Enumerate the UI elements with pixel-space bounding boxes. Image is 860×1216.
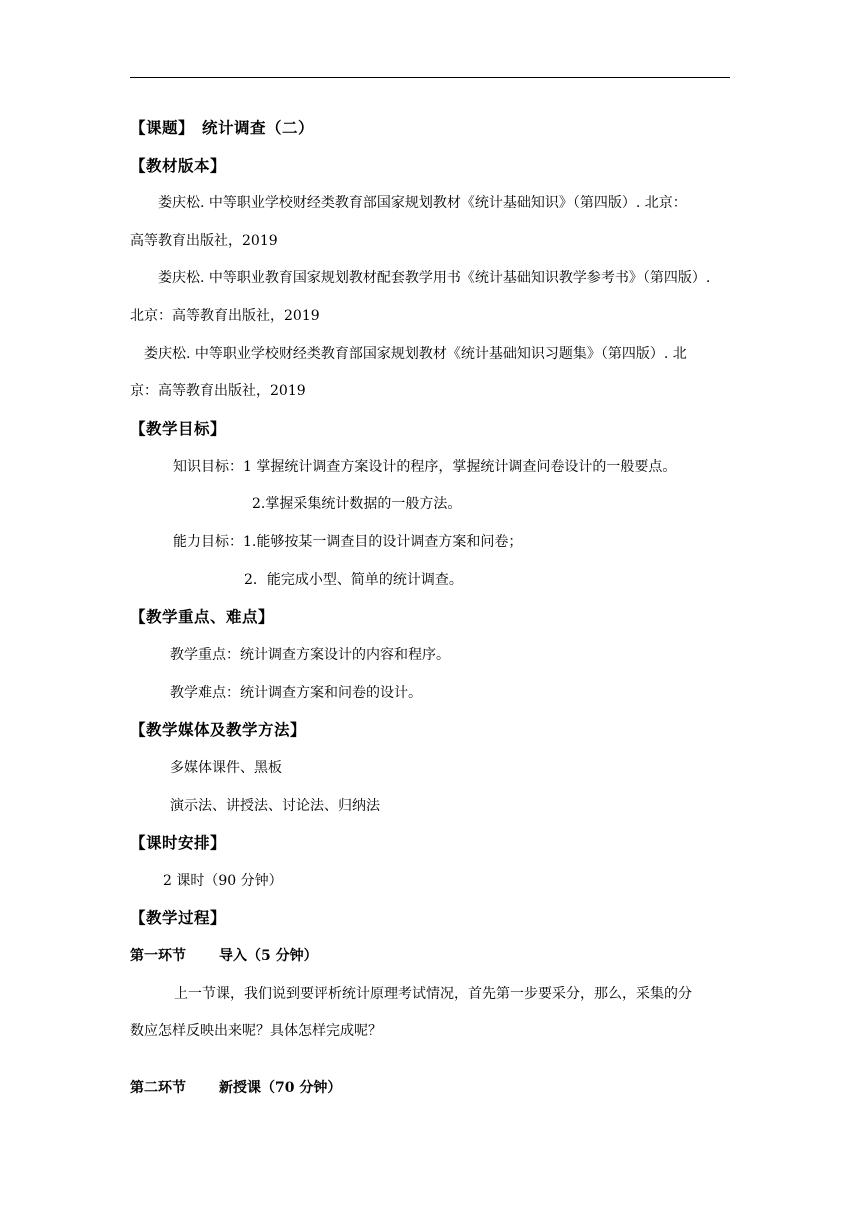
textbook-ref-1-line1: 娄庆松. 中等职业学校财经类教育部国家规划教材《统计基础知识》（第四版）. 北京： [158,195,687,211]
objectives-heading: 【教学目标】 [130,419,227,438]
step-1-paragraph-line2: 数应怎样反映出来呢？具体怎样完成呢？ [130,1023,382,1039]
header-rule [130,77,730,78]
teaching-methods: 演示法、讲授法、讨论法、归纳法 [170,798,380,814]
step-1-label: 第一环节 [130,948,186,964]
textbook-ref-1-line2: 高等教育出版社，2019 [130,233,278,249]
knowledge-objective-1: 知识目标：1 掌握统计调查方案设计的程序，掌握统计调查问卷设计的一般要点。 [173,459,677,475]
ability-objective-2: 2．能完成小型、简单的统计调查。 [244,572,463,588]
difficult-point: 教学难点：统计调查方案和问卷的设计。 [170,685,422,701]
media-heading: 【教学媒体及教学方法】 [130,720,307,739]
textbook-heading: 【教材版本】 [130,156,227,175]
step-2-label: 第二环节 [130,1080,186,1096]
knowledge-objective-2: 2.掌握采集统计数据的一般方法。 [252,496,462,512]
textbook-ref-3-line2: 京：高等教育出版社，2019 [130,383,306,399]
textbook-ref-3-line1: 娄庆松. 中等职业学校财经类教育部国家规划教材《统计基础知识习题集》（第四版）. 北 [144,346,687,362]
key-point: 教学重点：统计调查方案设计的内容和程序。 [170,647,450,663]
focus-heading: 【教学重点、难点】 [130,607,275,626]
step-2-title: 新授课（70 分钟） [219,1080,342,1096]
ability-objective-1: 能力目标：1.能够按某一调查目的设计调查方案和问卷； [173,534,523,550]
topic-label: 【课题】 [130,118,195,137]
step-1-heading [130,946,318,966]
media-tools: 多媒体课件、黑板 [170,760,282,776]
step-1-paragraph-line1: 上一节课，我们说到要评析统计原理考试情况，首先第一步要采分，那么，采集的分 [174,986,692,1002]
textbook-ref-2-line1: 娄庆松. 中等职业教育国家规划教材配套教学用书《统计基础知识教学参考书》（第四版）. [158,270,711,286]
textbook-ref-2-line2: 北京：高等教育出版社，2019 [130,308,320,324]
step-2-heading [130,1078,341,1098]
topic-title: 统计调查（二） [202,118,315,137]
topic-line [130,118,314,138]
class-hours: 2 课时（90 分钟） [163,873,283,889]
step-1-title: 导入（5 分钟） [219,948,318,964]
process-heading: 【教学过程】 [130,908,227,927]
schedule-heading: 【课时安排】 [130,833,227,852]
